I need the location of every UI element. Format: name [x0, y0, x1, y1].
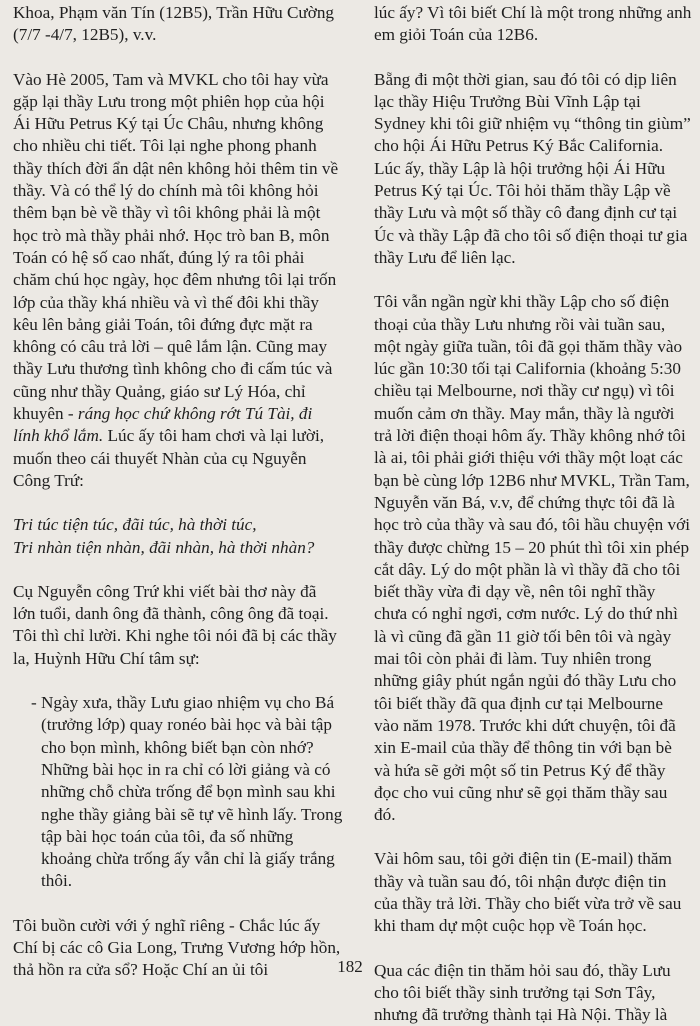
paragraph: Tôi buồn cười với ý nghĩ riêng - Chắc lúc ấy Chí bị các cô Gia Long, Trưng Vương hớp hồn, thả hồn ra cửa sổ? Hoặc Chí an ủi tôi — [13, 915, 341, 980]
paragraph: Cụ Nguyễn công Trứ khi viết bài thơ này đã lớn tuổi, danh ông đã thành, công ông đã toại. Tôi thì chỉ lười. Khi nghe tôi nói đã bị các thầy la, Huỳnh Hữu Chí tâm sự: — [13, 581, 337, 668]
italic-quote: ráng học chứ không rớt Tú Tài, đi lính khổ lắm. — [13, 404, 313, 446]
bullet-paragraph: - Ngày xưa, thầy Lưu giao nhiệm vụ cho Bá (trưởng lớp) quay ronéo bài học và bài tập cho bọn mình, không biết bạn còn nhớ? Những bài học in ra chỉ có lời giảng và có những chỗ chừa trống để bọn mình sau khi nghe thầy giảng bài sẽ tự vẽ hình lấy. Trong tập bài học toán của tôi, đa số những khoảng chừa trống ấy vẫn chỉ là giấy trắng thôi. — [31, 693, 343, 891]
paragraph-text: Lúc ấy tôi ham chơi và lại lười, muốn theo cái thuyết Nhàn của cụ Nguyễn Công Trứ: — [13, 426, 325, 490]
poem — [13, 514, 343, 559]
paragraph: Vài hôm sau, tôi gởi điện tin (E-mail) thăm thầy và tuần sau đó, tôi nhận được điện tin của thầy trả lời. Thầy cho biết vừa trở về sau khi tham dự một cuộc họp về Toán học. — [374, 849, 682, 936]
page-number: 182 — [337, 957, 363, 976]
poem-line: Tri nhàn tiện nhàn, đãi nhàn, hà thời nhàn? — [13, 537, 315, 557]
paragraph: Khoa, Phạm văn Tín (12B5), Trần Hữu Cường (7/7 -4/7, 12B5), v.v. — [13, 3, 335, 45]
left-column — [13, 2, 343, 982]
right-column — [374, 2, 692, 1026]
paragraph-text: Vào Hè 2005, Tam và MVKL cho tôi hay vừa gặp lại thầy Lưu trong một phiên họp của hội Ái Hữu Petrus Ký tại Úc Châu, nhưng không cho nhiều chi tiết. Tôi lại nghe phong phanh thầy thích đời ẩn dật nên không hỏi thêm tin về thầy. Và có thể lý do chính mà tôi không hỏi thêm bạn bè về thầy vì tôi không phải là một học trò mà thầy phải nhớ. Học trò ban B, môn Toán có hệ số cao nhất, đúng lý ra tôi phải chăm chú học ngày, học đêm nhưng tôi lại trốn lớp của thầy khá nhiều và vì thế đôi khi thầy kêu lên bảng giải Toán, tôi đứng đực mặt ra không có câu trả lời – quê lắm lận. Cũng may thầy Lưu thương tình không cho đi cấm túc và cũng như thầy Quảng, giáo sư Lý Hóa, chỉ khuyên - — [13, 69, 339, 424]
poem-line: Tri túc tiện túc, đãi túc, hà thời túc, — [13, 515, 257, 535]
paragraph: Qua các điện tin thăm hỏi sau đó, thầy Lưu cho tôi biết thầy sinh trưởng tại Sơn Tây, nhưng đã trưởng thành tại Hà Nội. Thầy là — [374, 960, 671, 1025]
paragraph: Tôi vẫn ngần ngừ khi thầy Lập cho số điện thoại của thầy Lưu nhưng rồi vài tuần sau, một ngày giữa tuần, tôi đã gọi thăm thầy vào lúc gần 10:30 tối tại California (khoảng 5:30 chiều tại Melbourne, nơi thầy cư ngụ) vì tôi muốn cảm ơn thầy. May mắn, thầy là người trả lời điện thoại hôm ấy. Thầy không nhớ tôi là ai, tôi phải giới thiệu với thầy một loạt các bạn bè cùng lớp 12B6 như MVKL, Trần Tam, Nguyễn văn Bá, v.v, để chứng thực tôi đã là học trò của thầy và sau đó, tôi hầu chuyện với thầy được chừng 15 – 20 phút thì tôi xin phép cắt dây. Lý do một phần là vì thầy đã cho tôi biết thầy vừa đi dạy về, nên tôi nghĩ thầy chưa có nghỉ ngơi, cơm nước. Lý do thứ nhì là vì cũng đã gần 11 giờ tối bên tôi và ngày mai tôi còn phải đi làm. Tuy nhiên trong những giây phút ngắn ngủi đó thầy Lưu cho tôi biết thầy đã qua định cư tại Melbourne vào năm 1978. Trước khi dứt chuyện, tôi đã xin E-mail của thầy để thông tin với bạn bè và hứa sẽ gởi một số tin Petrus Ký để thầy đọc cho vui cũng như sẽ gọi thăm thầy sau đó. — [374, 292, 690, 825]
paragraph — [13, 69, 343, 493]
paragraph: Bẵng đi một thời gian, sau đó tôi có dịp liên lạc thầy Hiệu Trưởng Bùi Vĩnh Lập tại Sydney khi tôi giữ nhiệm vụ “thông tin giùm” cho hội Ái Hữu Petrus Ký Bắc California. Lúc ấy, thầy Lập là hội trưởng hội Ái Hữu Petrus Ký tại Úc. Tôi hỏi thăm thầy Lập về thầy Lưu và một số thầy cô đang định cư tại Úc và thầy Lập đã cho tôi số điện thoại tư gia thầy Lưu để liên lạc. — [374, 69, 691, 267]
paragraph: lúc ấy? Vì tôi biết Chí là một trong những anh em giỏi Toán của 12B6. — [374, 3, 692, 45]
